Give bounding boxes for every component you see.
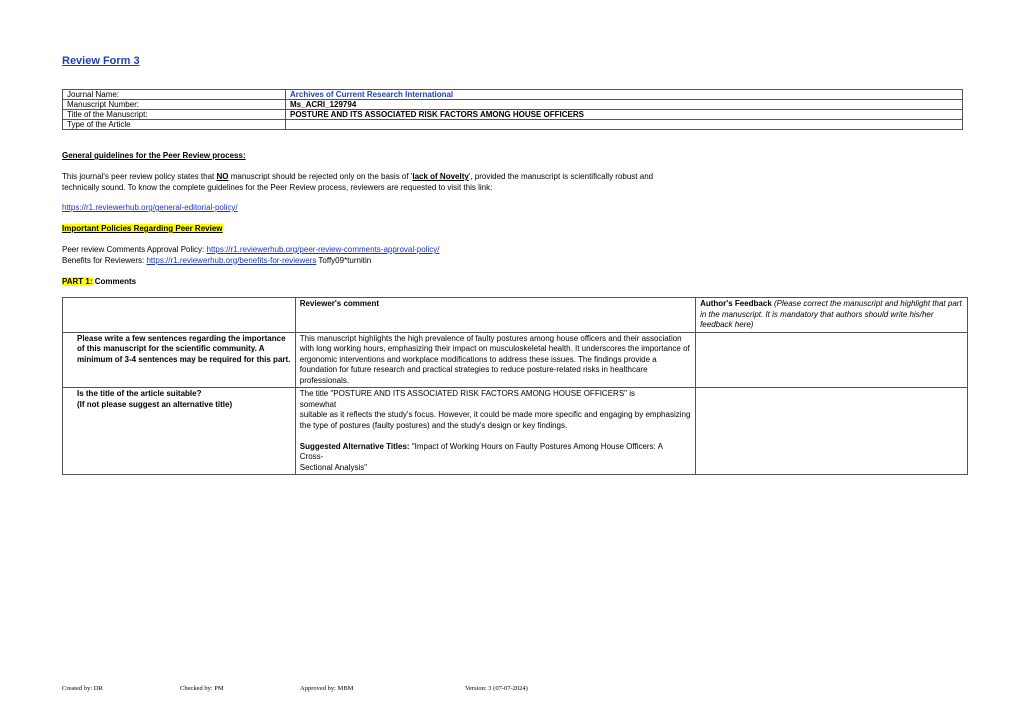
question-title-line: (If not please suggest an alternative title) — [77, 399, 233, 409]
author-feedback-header-note: (Please correct the manuscript and highlight that part in the manuscript. It is mandatory that authors should write his/her feedback here) — [700, 299, 962, 329]
manuscript-info-table — [62, 89, 963, 130]
journal-name-value: Archives of Current Research International — [286, 90, 963, 100]
benefits-label: Benefits for Reviewers: — [62, 255, 147, 265]
comment-line: somewhat — [299, 399, 337, 409]
manuscript-number-value: Ms_ACRI_129794 — [286, 100, 963, 110]
footer-approved: Approved by: MBM — [300, 685, 354, 692]
table-header-row — [63, 298, 968, 333]
guidelines-heading — [62, 151, 962, 162]
novelty-emphasis: lack of Novelty — [412, 172, 469, 181]
guidelines-text: This journal's peer review policy states that — [62, 172, 217, 181]
guidelines-text: technically sound. To know the complete guidelines for the Peer Review process, reviewers are requested to visit this link: — [62, 182, 493, 192]
guidelines-text: ', provided the manuscript is scientifically robust and — [468, 172, 654, 181]
table-row — [63, 110, 963, 120]
alt-title-text: Sectional Analysis" — [299, 462, 368, 472]
policies-links — [62, 245, 962, 266]
part1-heading — [62, 277, 962, 288]
header-empty-cell — [63, 298, 296, 333]
reviewer-comment-header: Reviewer's comment — [295, 298, 695, 333]
guidelines-heading-text: General guidelines for the Peer Review process: — [62, 151, 246, 160]
comments-table — [62, 297, 968, 475]
approval-policy-link[interactable]: https://r1.reviewerhub.org/peer-review-comments-approval-policy/ — [206, 245, 440, 254]
manuscript-number-label: Manuscript Number: — [63, 100, 286, 110]
question-title-suitable — [63, 388, 296, 475]
manuscript-title-label: Title of the Manuscript: — [63, 110, 286, 120]
guidelines-link-row — [62, 203, 962, 214]
table-row — [63, 332, 968, 388]
policies-heading — [62, 224, 962, 235]
approval-policy-label: Peer review Comments Approval Policy: — [62, 245, 207, 254]
alt-title-text: Cross- — [299, 452, 324, 461]
footer-checked: Checked by: PM — [180, 685, 224, 692]
table-row — [63, 90, 963, 100]
question-title-line: Is the title of the article suitable? — [77, 389, 202, 398]
journal-name-label: Journal Name: — [63, 90, 286, 100]
part1-label: PART 1: — [62, 277, 93, 286]
page-title: Review Form 3 — [62, 55, 140, 67]
alt-title-text: "Impact of Working Hours on Faulty Postures Among House Officers: A — [409, 441, 663, 451]
guidelines-text: manuscript should be rejected only on the basis of ' — [228, 172, 413, 181]
article-type-value — [286, 120, 963, 130]
author-feedback-header-title: Author's Feedback — [700, 299, 772, 308]
footer-version: Version: 3 (07-07-2024) — [465, 685, 528, 692]
question-importance: Please write a few sentences regarding the importance of this manuscript for the scientific community. A minimum of 3-4 sentences may be required for this part. — [63, 332, 296, 388]
comment-line: suitable as it reflects the study's focus. However, it could be made more specific and engaging by emphasizing the type of postures (faulty postures) and the study's design or key findings. — [299, 410, 691, 430]
part1-title: Comments — [92, 277, 137, 286]
author-feedback-header — [696, 298, 968, 333]
alt-title-label: Suggested Alternative Titles: — [299, 441, 410, 451]
editorial-policy-link[interactable]: https://r1.reviewerhub.org/general-editorial-policy/ — [62, 203, 238, 212]
policies-heading-text: Important Policies Regarding Peer Review — [62, 224, 223, 233]
guidelines-paragraph — [62, 172, 962, 193]
comment-line: The title "POSTURE AND ITS ASSOCIATED RISK FACTORS AMONG HOUSE OFFICERS" is — [299, 389, 635, 398]
comment-importance: This manuscript highlights the high prevalence of faulty postures among house officers and their association with long working hours, emphasizing their impact on musculoskeletal health. It underscores the importance of ergonomic interventions and workplace modifications to address these issues. The findings provide a foundation for future research and practical strategies to reduce posture-related risks in healthcare professionals. — [295, 332, 695, 388]
benefits-extra: Toffy09*turnitin — [316, 255, 372, 265]
no-emphasis: NO — [216, 172, 229, 181]
author-feedback-cell[interactable] — [696, 332, 968, 388]
table-row — [63, 388, 968, 475]
comment-title-suitable — [295, 388, 695, 475]
footer-created: Created by: DR — [62, 685, 103, 692]
manuscript-title-value: POSTURE AND ITS ASSOCIATED RISK FACTORS AMONG HOUSE OFFICERS — [286, 110, 963, 120]
table-row — [63, 100, 963, 110]
author-feedback-cell[interactable] — [696, 388, 968, 475]
article-type-label: Type of the Article — [63, 120, 286, 130]
table-row — [63, 120, 963, 130]
benefits-link[interactable]: https://r1.reviewerhub.org/benefits-for-reviewers — [146, 255, 317, 265]
